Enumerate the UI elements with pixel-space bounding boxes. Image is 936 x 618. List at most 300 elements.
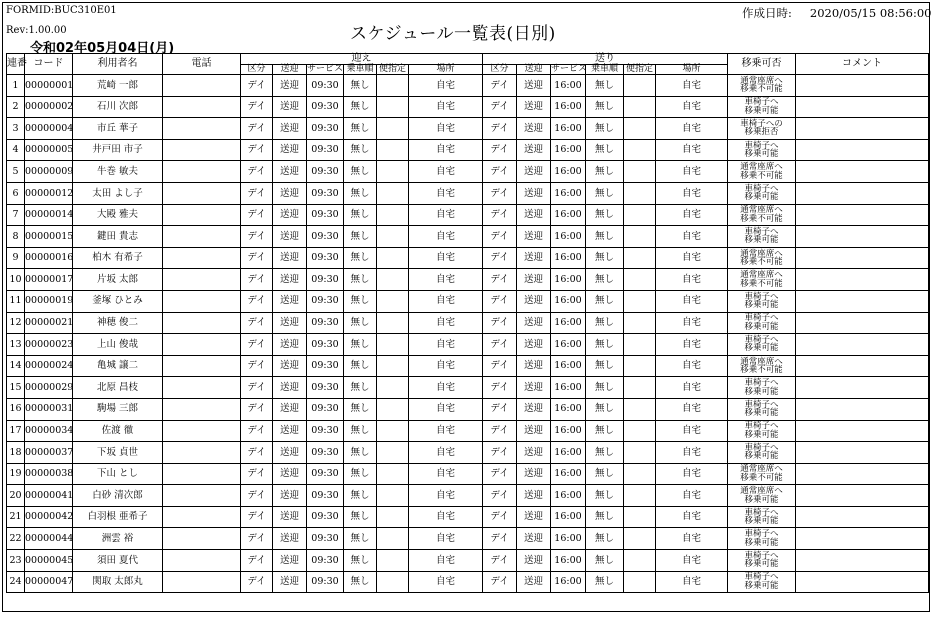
transfer-line1: 車椅子へ xyxy=(744,529,779,540)
dropoff-time: 16:00 xyxy=(551,420,586,442)
dropoff-kubun: デイ xyxy=(483,442,517,464)
row-name: 太田 よし子 xyxy=(73,182,163,204)
pickup-kubun: デイ xyxy=(241,75,273,97)
transfer-line2: 移乗不可能 xyxy=(740,170,783,181)
dropoff-place: 自宅 xyxy=(656,506,728,528)
pickup-time: 09:30 xyxy=(307,182,344,204)
pickup-kubun: デイ xyxy=(241,463,273,485)
dropoff-time: 16:00 xyxy=(551,398,586,420)
row-no: 4 xyxy=(7,139,25,161)
row-transfer xyxy=(728,182,796,204)
dropoff-flight xyxy=(624,571,656,593)
row-comment xyxy=(796,485,929,507)
row-code: 00000015 xyxy=(25,226,73,248)
pickup-sogei: 送迎 xyxy=(273,355,307,377)
pickup-sogei: 送迎 xyxy=(273,420,307,442)
transfer-line1: 車椅子へ xyxy=(744,421,779,432)
row-phone xyxy=(163,204,241,226)
table-row xyxy=(7,506,929,528)
row-phone xyxy=(163,118,241,140)
dropoff-place: 自宅 xyxy=(656,204,728,226)
row-code: 00000029 xyxy=(25,377,73,399)
row-comment xyxy=(796,118,929,140)
dropoff-kubun: デイ xyxy=(483,463,517,485)
pickup-place: 自宅 xyxy=(409,204,483,226)
row-phone xyxy=(163,75,241,97)
row-name: 釜塚 ひとみ xyxy=(73,290,163,312)
pickup-time: 09:30 xyxy=(307,398,344,420)
transfer-line1: 通常座席へ xyxy=(740,205,783,216)
dropoff-kubun: デイ xyxy=(483,139,517,161)
pickup-place: 自宅 xyxy=(409,226,483,248)
pickup-time: 09:30 xyxy=(307,139,344,161)
pickup-sogei: 送迎 xyxy=(273,139,307,161)
pickup-place: 自宅 xyxy=(409,161,483,183)
pickup-place: 自宅 xyxy=(409,420,483,442)
transfer-line1: 車椅子へ xyxy=(744,399,779,410)
dropoff-flight xyxy=(624,377,656,399)
dropoff-order: 無し xyxy=(586,463,624,485)
row-comment xyxy=(796,442,929,464)
dropoff-time: 16:00 xyxy=(551,528,586,550)
dropoff-time: 16:00 xyxy=(551,442,586,464)
row-comment xyxy=(796,204,929,226)
dropoff-flight xyxy=(624,442,656,464)
row-transfer xyxy=(728,506,796,528)
row-transfer xyxy=(728,420,796,442)
dropoff-order: 無し xyxy=(586,75,624,97)
transfer-line2: 移乗可能 xyxy=(744,451,779,462)
pickup-sogei: 送迎 xyxy=(273,247,307,269)
pickup-flight xyxy=(377,161,409,183)
dropoff-kubun: デイ xyxy=(483,312,517,334)
transfer-line1: 車椅子へ xyxy=(744,442,779,453)
pickup-flight xyxy=(377,550,409,572)
row-code: 00000038 xyxy=(25,463,73,485)
dropoff-time: 16:00 xyxy=(551,463,586,485)
row-phone xyxy=(163,334,241,356)
row-transfer xyxy=(728,571,796,593)
row-transfer xyxy=(728,355,796,377)
row-no: 22 xyxy=(7,528,25,550)
pickup-kubun: デイ xyxy=(241,334,273,356)
pickup-kubun: デイ xyxy=(241,420,273,442)
row-phone xyxy=(163,463,241,485)
dropoff-kubun: デイ xyxy=(483,506,517,528)
row-no: 19 xyxy=(7,463,25,485)
pickup-flight xyxy=(377,571,409,593)
transfer-line1: 通常座席へ xyxy=(740,162,783,173)
row-phone xyxy=(163,398,241,420)
row-no: 17 xyxy=(7,420,25,442)
pickup-flight xyxy=(377,398,409,420)
dropoff-sogei: 送迎 xyxy=(517,226,551,248)
pickup-order: 無し xyxy=(344,312,377,334)
pickup-place: 自宅 xyxy=(409,312,483,334)
dropoff-sogei: 送迎 xyxy=(517,463,551,485)
pickup-place: 自宅 xyxy=(409,506,483,528)
transfer-line1: 通常座席へ xyxy=(740,486,783,497)
pickup-time: 09:30 xyxy=(307,550,344,572)
row-no: 21 xyxy=(7,506,25,528)
pickup-order: 無し xyxy=(344,269,377,291)
dropoff-time: 16:00 xyxy=(551,161,586,183)
row-code: 00000031 xyxy=(25,398,73,420)
pickup-flight xyxy=(377,463,409,485)
row-phone xyxy=(163,420,241,442)
dropoff-order: 無し xyxy=(586,312,624,334)
row-comment xyxy=(796,377,929,399)
dropoff-place: 自宅 xyxy=(656,139,728,161)
pickup-time: 09:30 xyxy=(307,312,344,334)
row-phone xyxy=(163,96,241,118)
pickup-sogei: 送迎 xyxy=(273,463,307,485)
pickup-flight xyxy=(377,355,409,377)
dropoff-flight xyxy=(624,182,656,204)
transfer-line1: 車椅子への xyxy=(740,118,783,129)
dropoff-order: 無し xyxy=(586,334,624,356)
dropoff-sogei: 送迎 xyxy=(517,139,551,161)
dropoff-time: 16:00 xyxy=(551,247,586,269)
table-row xyxy=(7,377,929,399)
row-code: 00000044 xyxy=(25,528,73,550)
dropoff-flight xyxy=(624,485,656,507)
row-name: 駒場 三郎 xyxy=(73,398,163,420)
row-comment xyxy=(796,312,929,334)
row-comment xyxy=(796,420,929,442)
pickup-flight xyxy=(377,442,409,464)
pickup-place: 自宅 xyxy=(409,355,483,377)
dropoff-sogei: 送迎 xyxy=(517,334,551,356)
pickup-place: 自宅 xyxy=(409,139,483,161)
dropoff-kubun: デイ xyxy=(483,204,517,226)
dropoff-place: 自宅 xyxy=(656,550,728,572)
table-body xyxy=(7,75,929,593)
dropoff-flight xyxy=(624,334,656,356)
transfer-line2: 移乗可能 xyxy=(744,516,779,527)
pickup-kubun: デイ xyxy=(241,161,273,183)
pickup-kubun: デイ xyxy=(241,96,273,118)
dropoff-place: 自宅 xyxy=(656,161,728,183)
pickup-order: 無し xyxy=(344,571,377,593)
row-phone xyxy=(163,290,241,312)
row-name: 片坂 太郎 xyxy=(73,269,163,291)
dropoff-sogei: 送迎 xyxy=(517,247,551,269)
row-no: 12 xyxy=(7,312,25,334)
row-name: 鍵田 貴志 xyxy=(73,226,163,248)
dropoff-order: 無し xyxy=(586,550,624,572)
row-phone xyxy=(163,139,241,161)
row-transfer xyxy=(728,161,796,183)
pickup-flight xyxy=(377,269,409,291)
row-comment xyxy=(796,463,929,485)
transfer-line2: 移乗可能 xyxy=(744,105,779,116)
table-row xyxy=(7,312,929,334)
dropoff-place: 自宅 xyxy=(656,226,728,248)
dropoff-sogei: 送迎 xyxy=(517,420,551,442)
row-transfer xyxy=(728,528,796,550)
dropoff-time: 16:00 xyxy=(551,312,586,334)
row-transfer xyxy=(728,96,796,118)
dropoff-place: 自宅 xyxy=(656,463,728,485)
table-row xyxy=(7,550,929,572)
transfer-line1: 車椅子へ xyxy=(744,507,779,518)
dropoff-kubun: デイ xyxy=(483,182,517,204)
pickup-place: 自宅 xyxy=(409,290,483,312)
pickup-time: 09:30 xyxy=(307,204,344,226)
row-code: 00000005 xyxy=(25,139,73,161)
dropoff-place: 自宅 xyxy=(656,269,728,291)
row-code: 00000017 xyxy=(25,269,73,291)
pickup-time: 09:30 xyxy=(307,420,344,442)
transfer-line1: 車椅子へ xyxy=(744,378,779,389)
table-row xyxy=(7,355,929,377)
dropoff-time: 16:00 xyxy=(551,118,586,140)
transfer-line2: 移乗可能 xyxy=(744,321,779,332)
col-pickup-order: 乗車順 xyxy=(344,65,377,75)
dropoff-flight xyxy=(624,463,656,485)
pickup-order: 無し xyxy=(344,226,377,248)
dropoff-kubun: デイ xyxy=(483,96,517,118)
dropoff-flight xyxy=(624,161,656,183)
row-comment xyxy=(796,182,929,204)
row-comment xyxy=(796,290,929,312)
row-name: 白砂 清次郎 xyxy=(73,485,163,507)
dropoff-flight xyxy=(624,269,656,291)
row-phone xyxy=(163,355,241,377)
row-transfer xyxy=(728,442,796,464)
table-row xyxy=(7,247,929,269)
transfer-line2: 移乗可能 xyxy=(744,559,779,570)
dropoff-flight xyxy=(624,506,656,528)
transfer-line1: 通常座席へ xyxy=(740,248,783,259)
pickup-time: 09:30 xyxy=(307,161,344,183)
dropoff-sogei: 送迎 xyxy=(517,398,551,420)
col-dropoff-service: サービス xyxy=(551,64,588,74)
dropoff-sogei: 送迎 xyxy=(517,571,551,593)
dropoff-kubun: デイ xyxy=(483,485,517,507)
pickup-time: 09:30 xyxy=(307,334,344,356)
transfer-line2: 移乗可能 xyxy=(744,408,779,419)
pickup-time: 09:30 xyxy=(307,269,344,291)
pickup-place: 自宅 xyxy=(409,182,483,204)
transfer-line1: 車椅子へ xyxy=(744,572,779,583)
pickup-place: 自宅 xyxy=(409,377,483,399)
row-no: 8 xyxy=(7,226,25,248)
dropoff-time: 16:00 xyxy=(551,139,586,161)
pickup-order: 無し xyxy=(344,528,377,550)
pickup-time: 09:30 xyxy=(307,528,344,550)
dropoff-sogei: 送迎 xyxy=(517,485,551,507)
dropoff-place: 自宅 xyxy=(656,355,728,377)
dropoff-sogei: 送迎 xyxy=(517,269,551,291)
transfer-line1: 車椅子へ xyxy=(744,97,779,108)
row-name: 上山 俊哉 xyxy=(73,334,163,356)
pickup-time: 09:30 xyxy=(307,506,344,528)
row-no: 20 xyxy=(7,485,25,507)
table-row xyxy=(7,139,929,161)
page-title: スケジュール一覧表(日別) xyxy=(350,24,556,44)
pickup-place: 自宅 xyxy=(409,571,483,593)
pickup-sogei: 送迎 xyxy=(273,398,307,420)
dropoff-time: 16:00 xyxy=(551,355,586,377)
pickup-flight xyxy=(377,247,409,269)
row-code: 00000042 xyxy=(25,506,73,528)
row-transfer xyxy=(728,290,796,312)
row-name: 下山 とし xyxy=(73,463,163,485)
dropoff-flight xyxy=(624,247,656,269)
row-comment xyxy=(796,269,929,291)
row-phone xyxy=(163,247,241,269)
dropoff-order: 無し xyxy=(586,182,624,204)
transfer-line1: 通常座席へ xyxy=(740,270,783,281)
pickup-flight xyxy=(377,139,409,161)
dropoff-order: 無し xyxy=(586,398,624,420)
row-comment xyxy=(796,247,929,269)
pickup-flight xyxy=(377,226,409,248)
pickup-time: 09:30 xyxy=(307,377,344,399)
row-no: 7 xyxy=(7,204,25,226)
col-pickup-service: サービス xyxy=(307,64,344,74)
dropoff-sogei: 送迎 xyxy=(517,204,551,226)
transfer-line2: 移乗不可能 xyxy=(740,472,783,483)
pickup-kubun: デイ xyxy=(241,528,273,550)
pickup-order: 無し xyxy=(344,161,377,183)
dropoff-kubun: デイ xyxy=(483,420,517,442)
transfer-line2: 移乗不可能 xyxy=(740,257,783,268)
pickup-kubun: デイ xyxy=(241,139,273,161)
dropoff-kubun: デイ xyxy=(483,118,517,140)
row-phone xyxy=(163,312,241,334)
pickup-order: 無し xyxy=(344,118,377,140)
table-row xyxy=(7,96,929,118)
pickup-sogei: 送迎 xyxy=(273,485,307,507)
row-comment xyxy=(796,528,929,550)
revision: Rev:1.00.00 xyxy=(6,25,67,36)
created-label: 作成日時: xyxy=(742,6,792,20)
row-name: 牛巻 敏夫 xyxy=(73,161,163,183)
dropoff-place: 自宅 xyxy=(656,485,728,507)
row-transfer xyxy=(728,485,796,507)
row-no: 3 xyxy=(7,118,25,140)
pickup-sogei: 送迎 xyxy=(273,290,307,312)
pickup-kubun: デイ xyxy=(241,312,273,334)
dropoff-flight xyxy=(624,139,656,161)
dropoff-place: 自宅 xyxy=(656,398,728,420)
pickup-order: 無し xyxy=(344,75,377,97)
row-code: 00000019 xyxy=(25,290,73,312)
pickup-sogei: 送迎 xyxy=(273,204,307,226)
pickup-kubun: デイ xyxy=(241,118,273,140)
row-no: 2 xyxy=(7,96,25,118)
pickup-time: 09:30 xyxy=(307,96,344,118)
pickup-flight xyxy=(377,204,409,226)
row-name: 関取 太郎丸 xyxy=(73,571,163,593)
row-transfer xyxy=(728,550,796,572)
row-name: 神穂 俊二 xyxy=(73,312,163,334)
row-name: 佐渡 徹 xyxy=(73,420,163,442)
col-comment: コメント xyxy=(796,54,929,75)
pickup-kubun: デイ xyxy=(241,571,273,593)
dropoff-sogei: 送迎 xyxy=(517,550,551,572)
pickup-flight xyxy=(377,118,409,140)
table-row xyxy=(7,485,929,507)
dropoff-sogei: 送迎 xyxy=(517,290,551,312)
pickup-sogei: 送迎 xyxy=(273,312,307,334)
row-comment xyxy=(796,161,929,183)
dropoff-place: 自宅 xyxy=(656,247,728,269)
row-code: 00000021 xyxy=(25,312,73,334)
dropoff-sogei: 送迎 xyxy=(517,355,551,377)
pickup-flight xyxy=(377,312,409,334)
dropoff-order: 無し xyxy=(586,118,624,140)
row-phone xyxy=(163,269,241,291)
table-row xyxy=(7,290,929,312)
pickup-place: 自宅 xyxy=(409,75,483,97)
pickup-kubun: デイ xyxy=(241,377,273,399)
row-no: 16 xyxy=(7,398,25,420)
dropoff-order: 無し xyxy=(586,139,624,161)
pickup-place: 自宅 xyxy=(409,485,483,507)
dropoff-time: 16:00 xyxy=(551,377,586,399)
pickup-time: 09:30 xyxy=(307,226,344,248)
pickup-order: 無し xyxy=(344,204,377,226)
transfer-line2: 移乗拒否 xyxy=(744,127,779,138)
col-code: コード xyxy=(25,54,73,75)
created-datetime xyxy=(742,5,931,21)
pickup-place: 自宅 xyxy=(409,269,483,291)
row-comment xyxy=(796,398,929,420)
pickup-order: 無し xyxy=(344,355,377,377)
row-comment xyxy=(796,75,929,97)
table-row xyxy=(7,161,929,183)
dropoff-kubun: デイ xyxy=(483,75,517,97)
dropoff-order: 無し xyxy=(586,226,624,248)
pickup-order: 無し xyxy=(344,550,377,572)
dropoff-kubun: デイ xyxy=(483,355,517,377)
row-phone xyxy=(163,442,241,464)
transfer-line1: 通常座席へ xyxy=(740,356,783,367)
pickup-sogei: 送迎 xyxy=(273,334,307,356)
dropoff-order: 無し xyxy=(586,204,624,226)
pickup-place: 自宅 xyxy=(409,442,483,464)
row-no: 23 xyxy=(7,550,25,572)
pickup-kubun: デイ xyxy=(241,550,273,572)
pickup-kubun: デイ xyxy=(241,398,273,420)
pickup-sogei: 送迎 xyxy=(273,226,307,248)
dropoff-kubun: デイ xyxy=(483,528,517,550)
row-name: 亀城 譲二 xyxy=(73,355,163,377)
dropoff-order: 無し xyxy=(586,290,624,312)
pickup-flight xyxy=(377,75,409,97)
dropoff-kubun: デイ xyxy=(483,550,517,572)
dropoff-flight xyxy=(624,528,656,550)
dropoff-order: 無し xyxy=(586,269,624,291)
pickup-flight xyxy=(377,377,409,399)
dropoff-time: 16:00 xyxy=(551,571,586,593)
pickup-kubun: デイ xyxy=(241,355,273,377)
dropoff-flight xyxy=(624,204,656,226)
pickup-kubun: デイ xyxy=(241,485,273,507)
dropoff-order: 無し xyxy=(586,506,624,528)
transfer-line2: 移乗可能 xyxy=(744,343,779,354)
pickup-sogei: 送迎 xyxy=(273,182,307,204)
row-phone xyxy=(163,528,241,550)
dropoff-time: 16:00 xyxy=(551,506,586,528)
row-no: 24 xyxy=(7,571,25,593)
table-row xyxy=(7,398,929,420)
pickup-sogei: 送迎 xyxy=(273,528,307,550)
